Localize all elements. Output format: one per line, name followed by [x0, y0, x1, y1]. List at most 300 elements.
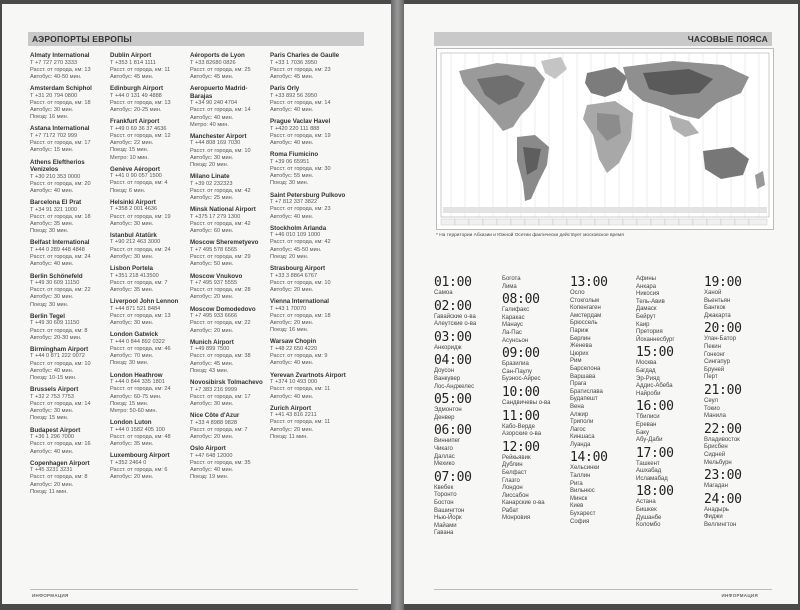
airport-detail: Расст. от города, км: 6: [110, 466, 168, 473]
timezone-city: Эр-Рияд: [636, 375, 660, 382]
airport-name: Budapest Airport: [30, 426, 81, 434]
airport-detail: Расст. от города, км: 11: [270, 386, 331, 393]
airport-detail: Расст. от города, км: 14: [190, 107, 251, 114]
airport-detail: Автобус: 20 мин.: [270, 286, 314, 293]
timezone-time: 10:00: [502, 384, 540, 400]
timezone-time: 17:00: [636, 445, 674, 461]
timezone-city: Веллингтон: [704, 521, 737, 528]
airport-detail: Автобус: 45 мин.: [110, 73, 154, 80]
airport-name: Liverpool John Lennon: [110, 298, 179, 306]
timezone-city: Канарские о-ва: [502, 500, 545, 507]
airport-detail: Т +32 2 753 7753: [30, 393, 75, 400]
airport-detail: Автобус: 20-25 мин.: [110, 107, 162, 114]
airport-detail: Т +49 0 69 36 37 4636: [110, 125, 167, 132]
airport-detail: Т +47 648 12000: [190, 452, 233, 459]
timezone-time: 22:00: [704, 421, 742, 437]
timezone-time: 05:00: [434, 392, 472, 408]
airport-detail: Т +374 10 493 000: [270, 379, 318, 386]
airport-detail: Т +7 383 216 9999: [190, 386, 238, 393]
timezone-city: Торонто: [434, 492, 457, 499]
airport-name: Paris Orly: [270, 85, 300, 93]
timezone-time: 09:00: [502, 346, 540, 362]
timezone-city: Амстердам: [570, 312, 602, 319]
airport-detail: Автобус: 20 мин.: [110, 474, 154, 481]
airport-detail: Т +33 3 8864 6767: [270, 272, 318, 279]
airport-name: Munich Airport: [190, 338, 234, 346]
timezone-city: Абу-Даби: [636, 437, 663, 444]
airport-column: [270, 52, 348, 445]
airport-name: Nice Côte d'Azur: [190, 412, 240, 420]
airport-entry: [110, 199, 188, 228]
timezone-time: 08:00: [502, 292, 540, 308]
airport-detail: Автобус: 40 мин.: [270, 140, 314, 147]
timezone-city: Тбилиси: [636, 414, 660, 421]
airport-detail: Поезд: 30 мин.: [30, 301, 69, 308]
airport-name: Amsterdam Schiphol: [30, 85, 92, 93]
airport-detail: Т +30 210 353 0000: [30, 173, 81, 180]
airports-header: АЭРОПОРТЫ ЕВРОПЫ: [28, 32, 364, 46]
airport-detail: Расст. от города, км: 13: [110, 99, 171, 106]
airport-detail: Т +48 22 650 4220: [270, 345, 318, 352]
timezone-city: Киншаса: [570, 434, 595, 441]
airport-detail: Т +44 0 1582 405 100: [110, 426, 165, 433]
world-timezone-map: [436, 48, 774, 230]
timezone-city: София: [570, 518, 590, 525]
timezone-city: Минск: [570, 495, 588, 502]
airport-entry: [30, 52, 108, 81]
timezone-city: Богота: [502, 276, 521, 282]
airport-detail: Расст. от города, км: 35: [190, 460, 251, 467]
airport-detail: Т +44 0 289 448 4848: [30, 246, 85, 253]
airport-name: Prague Vaclav Havel: [270, 118, 331, 126]
airport-detail: Автобус: 70 мин.: [110, 353, 154, 360]
airport-detail: Расст. от города, км: 46: [110, 345, 171, 352]
timezone-city: Будапешт: [570, 396, 598, 403]
timezone-city: Брисбен: [704, 444, 728, 451]
airport-detail: Т +34 91 321 1000: [30, 206, 78, 213]
airport-detail: Т +49 30 609 11150: [30, 280, 80, 287]
timezone-time: 06:00: [434, 423, 472, 439]
timezone-city: Хельсинки: [570, 465, 600, 472]
airport-entry: [110, 118, 188, 162]
timezone-city: Ашхабад: [636, 468, 662, 475]
airport-entry: [190, 445, 268, 481]
airport-detail: Автобус: 40 мин.: [270, 393, 314, 400]
airport-detail: Автобус: 40 мин.: [30, 187, 74, 194]
airport-name: Moscow Sheremetyevo: [190, 239, 259, 247]
airport-detail: Автобус: 30 мин.: [30, 107, 74, 114]
airport-name: Helsinki Airport: [110, 198, 156, 206]
airport-detail: Т +34 90 240 4704: [190, 100, 238, 107]
timezone-city: Азорские о-ва: [502, 431, 542, 438]
airport-detail: Т +43 1 70070: [270, 305, 307, 312]
timezone-city: Гавайские о-ва: [434, 313, 476, 320]
airport-name: Oslo Airport: [190, 445, 226, 453]
airport-column: [30, 52, 108, 500]
airport-name: Aéroports de Lyon: [190, 52, 245, 59]
airport-entry: [30, 313, 108, 342]
airport-entry: [190, 133, 268, 169]
timezone-city: Вена: [570, 403, 584, 410]
timezone-column: [434, 276, 498, 540]
airport-detail: Расст. от города, км: 29: [190, 254, 251, 261]
timezone-city: Кабо-Верде: [502, 423, 535, 430]
airport-detail: Т +39 02 232323: [190, 180, 233, 187]
timezone-city: Ла-Пас: [502, 329, 522, 336]
airport-entry: [270, 151, 348, 187]
timezone-city: Пекин: [704, 343, 721, 350]
timezone-city: Сеул: [704, 397, 718, 404]
airport-entry: [30, 85, 108, 121]
timezone-time: 13:00: [570, 275, 608, 290]
airport-detail: Автобус: 55 мин.: [270, 173, 314, 180]
airport-detail: Расст. от города, км: 18: [30, 213, 91, 220]
footer-rule: [434, 589, 772, 590]
timezone-time: 18:00: [636, 484, 674, 500]
timezone-city: Дамаск: [636, 306, 657, 313]
airport-detail: Автобус: 30 мин.: [190, 401, 234, 407]
timezone-city: Гонконг: [704, 351, 726, 358]
timezone-time: 11:00: [502, 408, 540, 424]
airport-entry: [30, 199, 108, 235]
airport-entry: [270, 265, 348, 294]
airport-detail: Автобус: 45 мин.: [270, 73, 314, 80]
timezone-city: Бостон: [434, 499, 454, 506]
timezone-time: 07:00: [434, 469, 472, 485]
airport-entry: [190, 339, 268, 375]
timezone-city: Сингапур: [704, 359, 730, 366]
airport-entry: [110, 452, 188, 481]
airport-detail: Автобус: 45 мин.: [190, 73, 234, 80]
timezone-city: Сидней: [704, 451, 726, 458]
airport-name: Belfast International: [30, 239, 90, 247]
airport-detail: Т +41 0 90 057 1500: [110, 173, 162, 180]
timezone-city: Виннипег: [434, 438, 461, 445]
airport-name: Birmingham Airport: [30, 345, 89, 353]
airport-name: Dublin Airport: [110, 52, 152, 59]
airport-detail: Расст. от города, км: 19: [270, 132, 331, 139]
airport-detail: Т +49 899 7500: [190, 346, 230, 353]
airport-detail: Метро: 50-60 мин.: [110, 407, 158, 414]
timezone-group: [434, 300, 498, 329]
airport-detail: Поезд: 11 мин.: [30, 488, 68, 495]
airport-entry: [30, 427, 108, 456]
timezone-city: Вильнюс: [570, 488, 595, 495]
timezone-city: Бейрут: [636, 313, 656, 320]
airport-name: Saint Petersburg Pulkovo: [270, 191, 346, 199]
timezone-group: [502, 410, 566, 439]
airport-detail: Т +358 2 001 4636: [110, 206, 158, 213]
timezone-group: [502, 347, 566, 384]
airport-detail: Автобус: 40 мин.: [30, 367, 74, 374]
timezone-city: Рим: [570, 358, 582, 365]
timezone-group: [704, 276, 768, 320]
timezone-group: [434, 276, 498, 298]
airport-detail: Расст. от города, км: 12: [110, 132, 171, 139]
airport-entry: [30, 273, 108, 309]
airport-entry: [30, 346, 108, 382]
airport-name: Novosibirsk Tolmachevo: [190, 379, 263, 387]
timezone-city: Анадырь: [704, 506, 729, 513]
timezone-city: Копенгаген: [570, 305, 601, 312]
timezone-city: Гавана: [434, 530, 454, 537]
timezone-city: Рейкьявик: [502, 454, 531, 461]
airport-entry: [190, 239, 268, 268]
airport-entry: [30, 239, 108, 268]
airport-detail: Поезд: 15 мин.: [30, 415, 69, 422]
footer-rule: [30, 589, 358, 590]
airport-detail: Поезд: 15 мин.: [110, 147, 149, 154]
airport-name: Almaty International: [30, 52, 90, 59]
airport-name: Milano Linate: [190, 173, 230, 181]
airport-detail: Расст. от города, км: 8: [30, 327, 88, 334]
timezone-city: Бишкек: [636, 507, 657, 514]
airport-detail: Автобус: 30 мин.: [110, 253, 154, 260]
timezone-city: Ташкент: [636, 460, 660, 467]
airport-name: Brussels Airport: [30, 386, 79, 394]
airport-entry: [110, 265, 188, 294]
airport-name: Manchester Airport: [190, 132, 247, 140]
airport-entry: [270, 118, 348, 147]
airport-entry: [270, 298, 348, 334]
airport-detail: Автобус: 20 мин.: [190, 434, 234, 441]
airport-entry: [270, 372, 348, 401]
airport-entry: [110, 298, 188, 327]
airport-detail: Расст. от города, км: 4: [110, 180, 168, 187]
airport-name: Luxembourg Airport: [110, 452, 170, 460]
airport-detail: Т +45 3231 3231: [30, 467, 73, 474]
airport-detail: Автобус: 20 мин.: [270, 426, 314, 433]
timezone-city: Рига: [570, 480, 583, 487]
airport-detail: Метро: 40 мин.: [190, 121, 229, 128]
airport-detail: Расст. от города, км: 30: [270, 166, 331, 173]
airport-detail: Автобус: 35 мин.: [110, 286, 154, 293]
airport-name: Strasbourg Airport: [270, 265, 326, 273]
timezone-city: Братислава: [570, 388, 603, 395]
timezone-time: 12:00: [502, 439, 540, 455]
timezone-city: Квебек: [434, 484, 454, 491]
timezone-city: Асунсьон: [502, 337, 529, 344]
timezone-city: Таллин: [570, 473, 591, 480]
timezone-city: Лима: [502, 283, 517, 290]
timezone-city: Москва: [636, 360, 657, 367]
airport-name: Berlin Schönefeld: [30, 272, 83, 280]
airport-detail: Т +351 218 413500: [110, 272, 159, 279]
timezone-city: Денвер: [434, 414, 455, 421]
airport-entry: [190, 412, 268, 441]
airport-detail: Расст. от города, км: 24: [110, 246, 171, 253]
timezone-city: Эдмонтон: [434, 407, 462, 414]
airport-detail: Т +33 82680 0826: [190, 59, 236, 66]
airport-name: London Gatwick: [110, 331, 159, 339]
airport-detail: Т +49 30 609 11150: [30, 320, 80, 327]
airport-detail: Поезд: 11 мин.: [270, 433, 308, 440]
timezone-group: [502, 293, 566, 345]
airport-detail: Автобус: 20 мин.: [270, 320, 314, 327]
airport-detail: Т +90 212 463 3000: [110, 239, 161, 246]
airport-name: Warsaw Chopin: [270, 338, 317, 346]
timezone-group: [636, 485, 700, 529]
world-map-image: [437, 49, 773, 229]
airport-detail: Автобус: 40 мин.: [270, 213, 314, 220]
timezone-group: [704, 322, 768, 382]
airport-detail: Расст. от города, км: 38: [190, 353, 251, 360]
airport-entry: [110, 232, 188, 261]
timezone-city: Стокгольм: [570, 297, 599, 304]
airport-name: Istanbul Atatürk: [110, 231, 157, 239]
airport-detail: Автобус: 20 мин.: [190, 294, 234, 301]
map-footnote: * На территории Абхазии и Южной Осетии фактически действует московское время: [436, 233, 624, 238]
timezone-city: Мельбурн: [704, 459, 732, 466]
airport-detail: Поезд: 20 мин.: [270, 253, 309, 260]
timezone-city: Самоа: [434, 290, 453, 296]
timezone-city: Майами: [434, 522, 457, 529]
timezone-city: Найроби: [636, 390, 661, 397]
timezone-city: Алеутские о-ва: [434, 321, 477, 328]
timezone-city: Женева: [570, 343, 592, 350]
timezone-time: 03:00: [434, 329, 472, 345]
timezone-city: Фиджи: [704, 514, 723, 521]
timezone-city: Бруней: [704, 366, 725, 373]
airport-detail: Поезд: 6 мин.: [110, 187, 146, 194]
timezone-city: Каир: [636, 321, 650, 328]
airport-entry: [110, 52, 188, 81]
airport-detail: Поезд: 43 мин.: [190, 367, 229, 374]
airport-detail: Расст. от города, км: 19: [110, 213, 171, 220]
airport-entry: [270, 52, 348, 81]
airport-detail: Т +7 495 933 6666: [190, 313, 238, 320]
timezone-city: Бангкок: [704, 305, 726, 312]
timezone-group: [636, 276, 700, 344]
timezone-time: 02:00: [434, 298, 472, 314]
timezone-group: [502, 276, 566, 291]
timezone-group: [502, 441, 566, 523]
airport-entry: [110, 372, 188, 416]
timezone-city: Улан-Батор: [704, 336, 737, 343]
timezone-city: Магадан: [704, 483, 728, 490]
timezone-group: [704, 469, 768, 491]
timezone-city: Лондон: [502, 485, 523, 492]
airport-detail: Расст. от города, км: 18: [30, 99, 91, 106]
airport-detail: Автобус: 30 мин.: [30, 294, 74, 301]
airport-detail: Расст. от города, км: 10: [190, 147, 251, 154]
airports-page: [2, 4, 391, 604]
airport-detail: Расст. от города, км: 11: [110, 66, 171, 73]
timezone-city: Сан-Паулу: [502, 368, 532, 375]
timezone-city: Доусон: [434, 368, 455, 375]
airport-detail: Т +7 7172 702 999: [30, 132, 78, 139]
airport-detail: Поезд: 19 мин.: [190, 474, 229, 481]
timezone-city: Перт: [704, 374, 718, 381]
airport-detail: Т +44 0 871 222 0072: [30, 353, 85, 360]
timezone-group: [704, 493, 768, 530]
timezone-time: 24:00: [704, 491, 742, 507]
timezone-city: Коломбо: [636, 522, 661, 529]
airport-name: Roma Fiumicino: [270, 151, 319, 159]
airport-detail: Автобус: 40 мин.: [190, 467, 234, 474]
airport-name: London Luton: [110, 419, 152, 427]
timezone-city: Лос-Анджелес: [434, 383, 475, 390]
timezone-group: [636, 447, 700, 484]
airport-name: London Heathrow: [110, 371, 163, 379]
airport-entry: [30, 460, 108, 496]
airport-detail: Расст. от города, км: 11: [270, 419, 331, 426]
airport-detail: Автобус: 20-30 мин.: [30, 334, 82, 341]
timezone-city: Париж: [570, 327, 589, 334]
timezone-column: [704, 276, 768, 531]
airport-name: Edinburgh Airport: [110, 85, 164, 93]
airport-detail: Т +7 495 937 5555: [190, 280, 238, 287]
airport-detail: Т +46 010 109 1000: [270, 232, 321, 239]
timezone-city: Мехико: [434, 461, 455, 468]
airport-detail: Расст. от города, км: 20: [30, 180, 91, 187]
airport-detail: Автобус: 35 мин.: [30, 221, 74, 228]
airport-entry: [110, 166, 188, 195]
airport-detail: Поезд: 16 мин.: [30, 114, 69, 121]
airport-detail: Метро: 10 мин.: [110, 154, 149, 161]
timezone-city: Тель-Авив: [636, 298, 665, 305]
airport-detail: Расст. от города, км: 22: [30, 287, 91, 294]
timezone-group: [502, 386, 566, 408]
airport-column: [110, 52, 188, 485]
airport-detail: Т +7 812 337 3822: [270, 199, 318, 206]
airport-entry: [190, 52, 268, 81]
airport-detail: Расст. от города, км: 7: [190, 426, 248, 433]
airport-detail: Расст. от города, км: 7: [110, 279, 168, 286]
timezone-time: 16:00: [636, 399, 674, 415]
book-gutter: [391, 0, 404, 610]
timezone-city: Никосия: [636, 291, 660, 298]
airport-detail: Расст. от города, км: 9: [270, 353, 328, 360]
airport-detail: Расст. от города, км: 16: [30, 441, 91, 448]
timezone-city: Ванкувер: [434, 375, 461, 382]
timezone-city: Белфаст: [502, 469, 527, 476]
timezone-city: Баку: [636, 429, 649, 436]
airport-detail: Т +375 17 279 1300: [190, 213, 241, 220]
timezone-city: Анкара: [636, 283, 657, 290]
airport-name: Stockholm Arlanda: [270, 224, 327, 232]
airport-detail: Поезд: 10-15 мин.: [30, 375, 77, 382]
airport-detail: Автобус: 20 мин.: [30, 481, 74, 488]
airport-entry: [270, 225, 348, 261]
airport-detail: Расст. от города, км: 8: [30, 474, 88, 481]
airport-detail: Расст. от города, км: 42: [190, 221, 251, 228]
airport-name: Vienna International: [270, 298, 330, 306]
airport-detail: Расст. от города, км: 17: [30, 140, 91, 147]
airport-detail: Автобус: 45 мин.: [190, 360, 234, 367]
timezone-group: [570, 451, 634, 526]
airport-column: [190, 52, 268, 486]
airport-detail: Автобус: 40 мин.: [190, 114, 234, 121]
timezone-city: Бразилиа: [502, 361, 529, 368]
airport-detail: Т +7 495 578 6565: [190, 246, 238, 253]
airport-detail: Расст. от города, км: 42: [270, 239, 331, 246]
airport-entry: [30, 386, 108, 422]
airport-name: Genève Aéroport: [110, 165, 160, 173]
airport-detail: Автобус: 40 мин.: [30, 261, 74, 268]
airport-entry: [270, 405, 348, 441]
timezone-city: Душанбе: [636, 514, 662, 521]
airport-detail: Т +33 892 56 3950: [270, 92, 318, 99]
timezone-group: [434, 331, 498, 353]
airport-detail: Т +420 220 111 888: [270, 125, 320, 132]
timezone-city: Глазго: [502, 477, 520, 484]
airport-detail: Автобус: 15 мин.: [30, 147, 74, 154]
timezone-city: Багдад: [636, 367, 656, 374]
airport-entry: [110, 331, 188, 367]
airport-name: Berlin Tegel: [30, 312, 65, 320]
timezone-city: Анкоридж: [434, 344, 462, 351]
